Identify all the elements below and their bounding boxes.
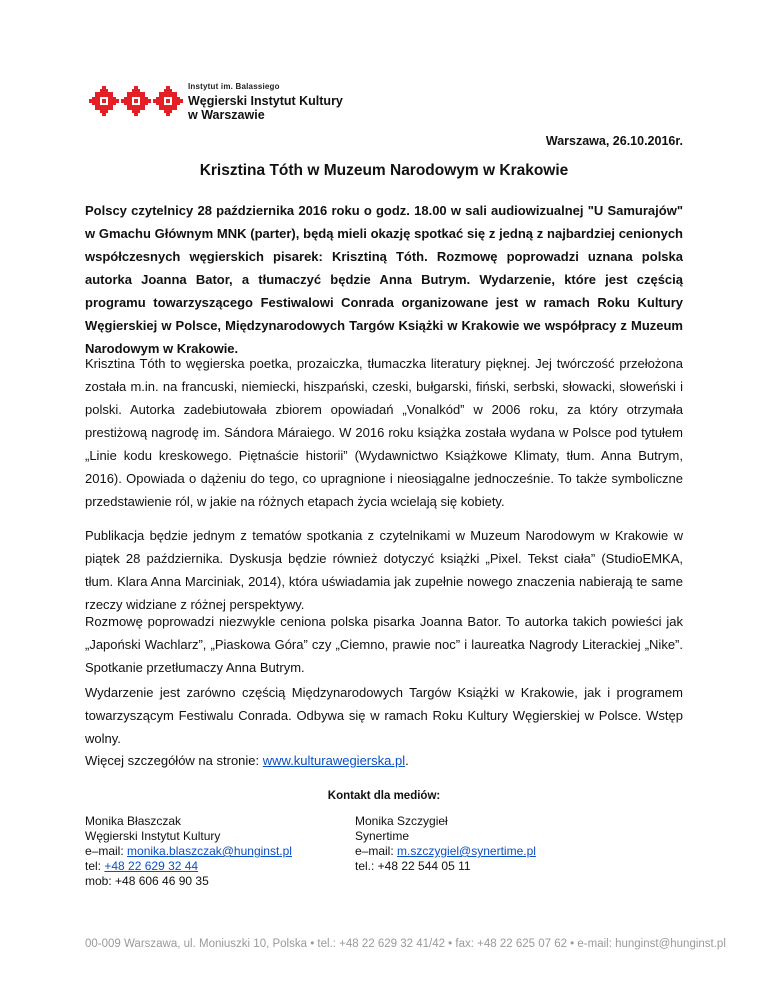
contact-email-line xyxy=(355,844,536,859)
contact-tel-line xyxy=(85,859,292,874)
contact-block-right xyxy=(355,814,536,874)
institute-name-line2: w Warszawie xyxy=(188,108,265,122)
tel-label: tel: xyxy=(85,859,105,873)
body-paragraph-moderator: Rozmowę poprowadzi niezwykle ceniona polska pisarka Joanna Bator. To autorka takich powieści jak „Japoński Wachlarz”, „Piaskowa Góra” czy „Ciemno, prawie noc” i laureatka Nagrody Literackiej „Nike”. Spotkanie przetłumaczy Anna Butrym. xyxy=(85,614,683,675)
lead-paragraph: Polscy czytelnicy 28 października 2016 roku o godz. 18.00 w sali audiowizualnej "U Samurajów" w Gmachu Głównym MNK (parter), będą mieli okazję spotkać się z jedną z najbardziej cenionych współczesnych węgierskich pisarek: Krisztiną Tóth. Rozmowę poprowadzi uznana polska autorka Joanna Bator, a tłumaczyć będzie Anna Butrym. Wydarzenie, które jest częścią programu towarzyszącego Festiwalowi Conrada organizowane jest w ramach Roku Kultury Węgierskiej w Polsce, Międzynarodowych Targów Książki w Krakowie we współpracy z Muzeum Narodowym w Krakowie. xyxy=(85,203,683,356)
more-info-prefix: Więcej szczegółów na stronie: xyxy=(85,753,263,768)
contact-organization: Synertime xyxy=(355,829,410,843)
contact-mobile: mob: +48 606 46 90 35 xyxy=(85,874,209,888)
body-paragraph-author: Krisztina Tóth to węgierska poetka, prozaiczka, tłumaczka literatury pięknej. Jej twórczość przełożona została m.in. na francuski, niemiecki, hiszpański, czeski, bułgarski, fiński, serbski, słowacki, słoweński i polski. Autorka zadebiutowała zbiorem opowiadań „Vonalkód” w 2006 roku, za który otrzymała prestiżową nagrodę im. Sándora Máraiego. W 2016 roku książka została wydana w Polsce pod tytułem „Linie kodu kreskowego. Piętnaście historii” (Wydawnictwo Książkowe Klimaty, tłum. Anna Butrym, 2016). Opowiada o dążeniu do tego, co upragnione i nieosiągalne jednocześnie. To także symboliczne przedstawienie ról, w jakie na różnych etapach życia wcielają się kobiety. xyxy=(85,356,683,509)
contact-email-link[interactable]: monika.blaszczak@hunginst.pl xyxy=(127,844,292,858)
body-paragraph-publication: Publikacja będzie jednym z tematów spotkania z czytelnikami w Muzeum Narodowym w Krakowie w piątek 28 października. Dyskusja będzie również dotyczyć książki „Pixel. Tekst ciała” (StudioEMKA, tłum. Klara Anna Marciniak, 2014), która uświadamia jak zupełnie nowego znaczenia nabierają te same rzeczy widziane z różnej perspektywy. xyxy=(85,528,683,612)
contact-tel-link[interactable]: +48 22 629 32 44 xyxy=(104,859,199,873)
document-date: Warszawa, 26.10.2016r. xyxy=(545,134,683,148)
contact-tel: tel.: +48 22 544 05 11 xyxy=(355,859,471,873)
media-contact-heading: Kontakt dla mediów: xyxy=(327,790,441,802)
body-paragraph-event: Wydarzenie jest zarówno częścią Międzynarodowych Targów Książki w Krakowie, jak i programem towarzyszącym Festiwalu Conrada. Odbywa się w ramach Roku Kultury Węgierskiej w Polsce. Wstęp wolny. xyxy=(85,685,683,746)
email-label: e–mail: xyxy=(85,844,128,858)
institute-name xyxy=(188,80,343,122)
contact-name: Monika Szczygieł xyxy=(355,814,448,828)
institute-logo xyxy=(88,80,508,124)
contact-name: Monika Błaszczak xyxy=(85,814,182,828)
contact-organization: Węgierski Instytut Kultury xyxy=(85,829,221,843)
institute-name-line1: Węgierski Instytut Kultury xyxy=(188,94,343,108)
email-label: e–mail: xyxy=(355,844,398,858)
institute-small-name: Instytut im. Balassiego xyxy=(188,82,280,91)
contact-block-left xyxy=(85,814,292,889)
document-title: Krisztina Tóth w Muzeum Narodowym w Krakowie xyxy=(199,162,569,179)
contact-email-link[interactable]: m.szczygiel@synertime.pl xyxy=(397,844,536,858)
website-link[interactable]: www.kulturawegierska.pl xyxy=(262,753,406,768)
contact-email-line xyxy=(85,844,292,859)
footer-address: 00-009 Warszawa, ul. Moniuszki 10, Polska • tel.: +48 22 629 32 41/42 • fax: +48 22 625 07 62 • e-mail: hunginst@hunginst.pl xyxy=(85,938,726,950)
folk-flower-logo-icon xyxy=(88,84,184,118)
more-info-paragraph xyxy=(85,749,683,772)
more-info-suffix: . xyxy=(405,753,409,768)
